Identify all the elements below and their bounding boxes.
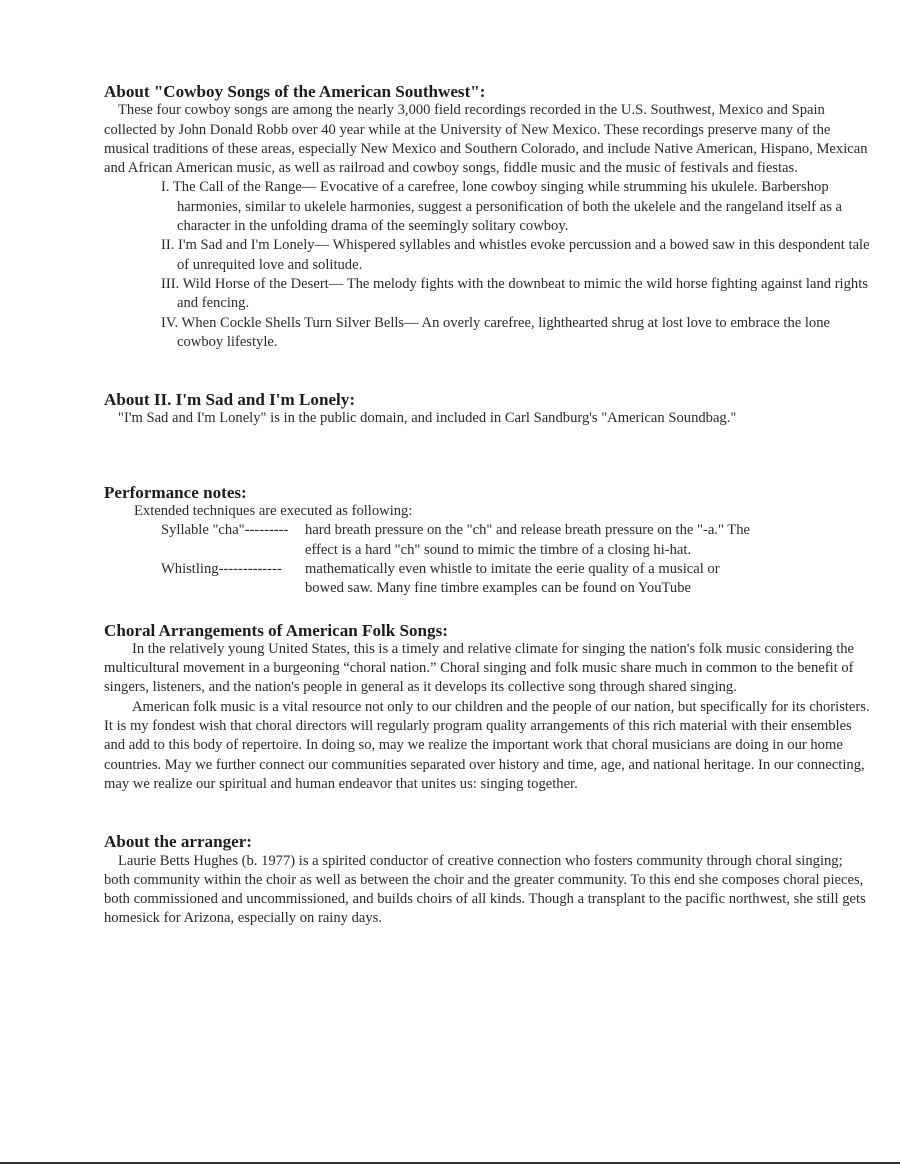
about-sad-text: "I'm Sad and I'm Lonely" is in the public domain, and included in Carl Sandburg's "American Soundbag."	[118, 410, 737, 427]
performance-heading: Performance notes:	[104, 482, 247, 502]
technique-description: mathematically even whistle to imitate the eerie quality of a musical or bowed saw. Many fine timbre examples can be found on YouTube	[305, 560, 720, 597]
choral-paragraph-1: In the relatively young United States, this is a timely and relative climate for singing the nation's folk music considering the multicultural movement in a burgeoning “choral nation.” Choral singing and folk music share much in common to the benefit of singers, listeners, and the nation's people in general as it develops its collective song through shared singing.	[104, 640, 855, 696]
song-list	[161, 178, 870, 352]
about-songs-section	[104, 82, 870, 352]
choral-section	[104, 621, 870, 795]
song-item-4: IV. When Cockle Shells Turn Silver Bells— An overly carefree, lighthearted shrug at lost love to embrace the lone cowboy lifestyle.	[161, 314, 831, 350]
technique-row	[161, 560, 870, 599]
about-sad-heading: About II. I'm Sad and I'm Lonely:	[104, 390, 356, 410]
arranger-section	[104, 832, 870, 928]
technique-description: hard breath pressure on the "ch" and release breath pressure on the "-a." The effect is a hard "ch" sound to mimic the timbre of a closing hi-hat.	[305, 522, 750, 558]
technique-label: Syllable "cha"---------	[161, 522, 289, 539]
song-item-3: III. Wild Horse of the Desert— The melody fights with the downbeat to mimic the wild horse fighting against land rights and fencing.	[161, 275, 868, 312]
performance-section	[104, 483, 870, 599]
choral-paragraph-2: American folk music is a vital resource not only to our children and the people of our nation, but specifically for its choristers. It is my fondest wish that choral directors will regularly program quality arrangements of this rich material with their ensembles and add to this body of repertoire. In doing so, may we realize the important work that choral musicians are doing in our home countries. May we further connect our communities separated over history and time, age, and national heritage. In our connecting, may we realize our spiritual and human endeavor that unites us: singing together.	[104, 698, 870, 792]
about-sad-section	[104, 390, 870, 429]
song-item-2: II. I'm Sad and I'm Lonely— Whispered syllables and whistles evoke percussion and a bowed saw in this despondent tale of unrequited love and solitude.	[161, 237, 870, 273]
song-item-1: I. The Call of the Range— Evocative of a carefree, lone cowboy singing while strumming his ukulele. Barbershop harmonies, similar to ukelele harmonies, suggest a personification of both the ukelele and the rangeland itself as a character in the unfolding drama of the seemingly solitary cowboy.	[161, 179, 843, 235]
spacer	[104, 794, 870, 832]
spacer	[104, 352, 870, 390]
technique-row	[161, 521, 870, 560]
choral-heading: Choral Arrangements of American Folk Songs:	[104, 620, 448, 640]
spacer	[104, 599, 870, 621]
arranger-text: Laurie Betts Hughes (b. 1977) is a spirited conductor of creative connection who fosters community through choral singing; both community within the choir as well as between the choir and the greater community. To this end she composes choral pieces, both commissioned and uncommissioned, and builds choirs of all kinds. Though a transplant to the pacific northwest, she still gets homesick for Arizona, especially on rainy days.	[104, 852, 866, 927]
about-songs-heading: About "Cowboy Songs of the American Southwest":	[104, 82, 486, 101]
spacer	[104, 429, 870, 483]
performance-intro: Extended techniques are executed as following:	[134, 503, 413, 520]
technique-label: Whistling-------------	[161, 560, 282, 577]
about-songs-intro: These four cowboy songs are among the nearly 3,000 field recordings recorded in the U.S. Southwest, Mexico and Spain collected by John Donald Robb over 40 year while at the University of New Mexico. These recordings preserve many of the musical traditions of these areas, especially New Mexico and Southern Colorado, and include Native American, Hispano, Mexican and African American music, as well as railroad and cowboy songs, fiddle music and the music of festivals and fiestas.	[104, 102, 868, 177]
document-page	[104, 82, 870, 929]
arranger-heading: About the arranger:	[104, 832, 252, 852]
